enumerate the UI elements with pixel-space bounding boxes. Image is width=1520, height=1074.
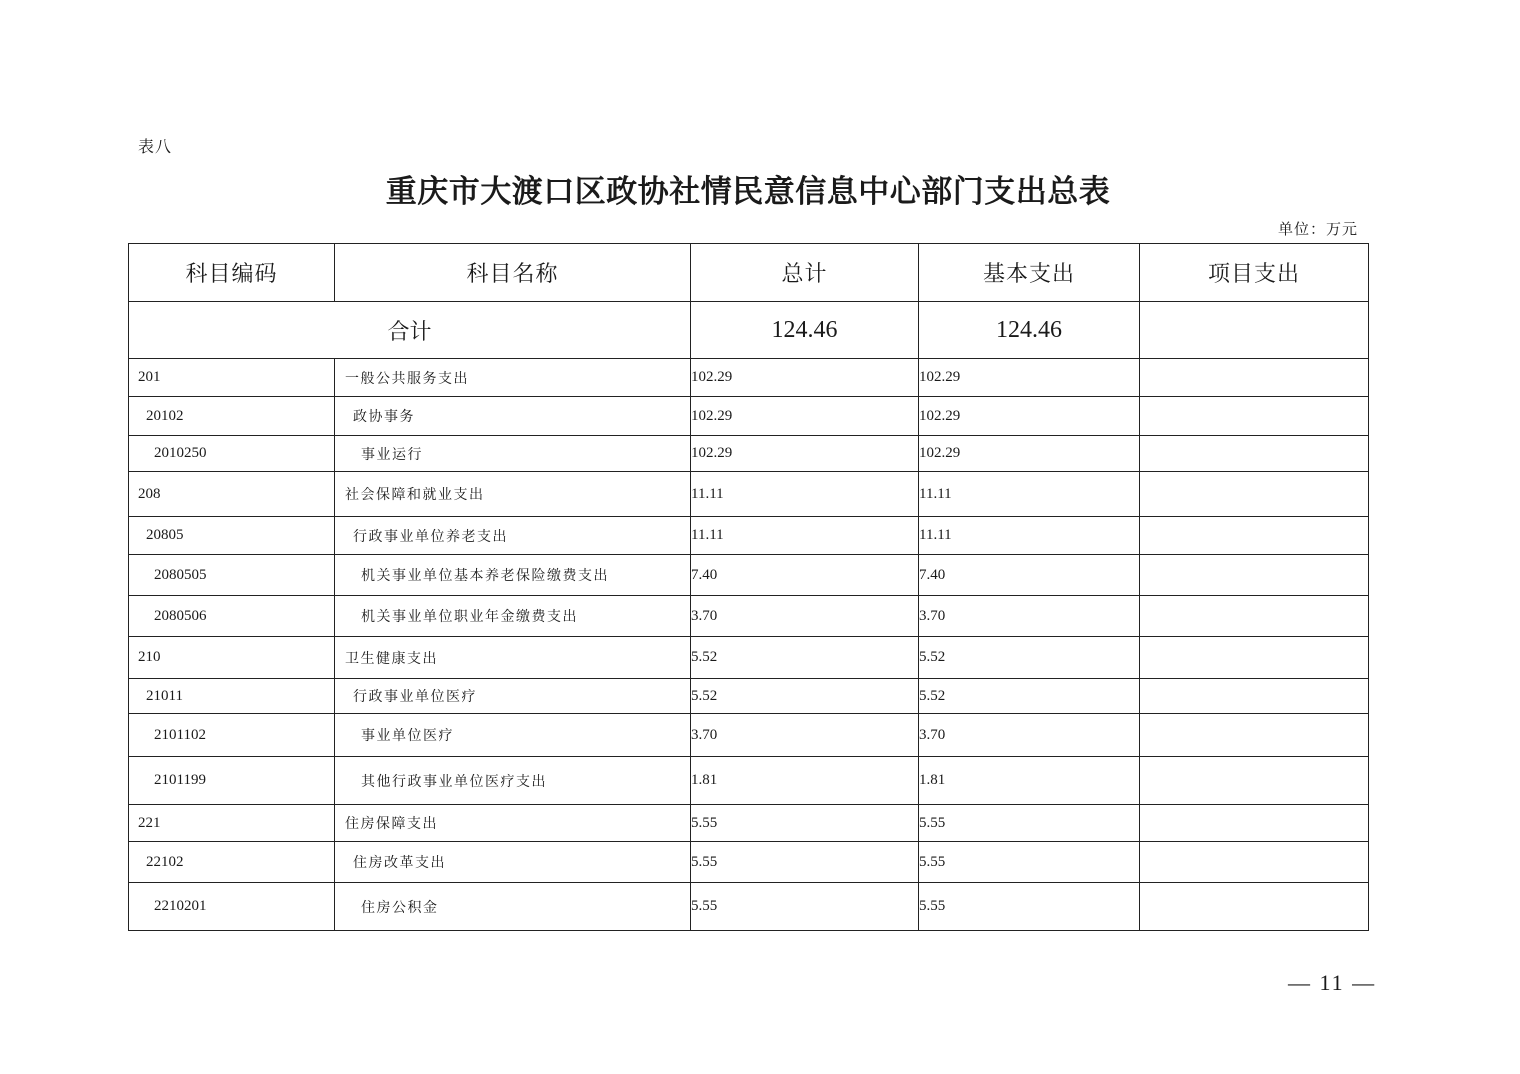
row-basic: 1.81 <box>919 757 1140 805</box>
row-project <box>1140 842 1369 883</box>
row-name: 一般公共服务支出 <box>335 359 691 397</box>
row-name: 事业运行 <box>335 436 691 472</box>
row-basic: 5.55 <box>919 805 1140 842</box>
row-basic: 5.52 <box>919 679 1140 714</box>
row-project <box>1140 517 1369 555</box>
row-project <box>1140 757 1369 805</box>
row-basic: 11.11 <box>919 472 1140 517</box>
row-code: 2101199 <box>129 757 335 805</box>
row-code: 2101102 <box>129 714 335 757</box>
row-total: 1.81 <box>691 757 919 805</box>
row-name: 住房保障支出 <box>335 805 691 842</box>
table-row <box>129 757 1369 805</box>
row-code: 22102 <box>129 842 335 883</box>
table-row <box>129 472 1369 517</box>
row-project <box>1140 436 1369 472</box>
total-row <box>129 302 1369 359</box>
header-total: 总计 <box>691 244 919 302</box>
row-name: 社会保障和就业支出 <box>335 472 691 517</box>
table-row <box>129 436 1369 472</box>
total-project <box>1140 302 1369 359</box>
header-basic: 基本支出 <box>919 244 1140 302</box>
row-total: 3.70 <box>691 714 919 757</box>
row-code: 20102 <box>129 397 335 436</box>
row-project <box>1140 679 1369 714</box>
document-title: 重庆市大渡口区政协社情民意信息中心部门支出总表 <box>385 174 1111 210</box>
row-total: 5.52 <box>691 637 919 679</box>
row-project <box>1140 397 1369 436</box>
row-total: 7.40 <box>691 555 919 596</box>
row-total: 102.29 <box>691 436 919 472</box>
row-code: 208 <box>129 472 335 517</box>
row-project <box>1140 596 1369 637</box>
row-code: 2210201 <box>129 883 335 931</box>
page-number: — 11 — <box>1288 970 1377 995</box>
table-row <box>129 637 1369 679</box>
row-name: 政协事务 <box>335 397 691 436</box>
table-row <box>129 679 1369 714</box>
table-row <box>129 517 1369 555</box>
row-project <box>1140 883 1369 931</box>
row-code: 2010250 <box>129 436 335 472</box>
table-row <box>129 555 1369 596</box>
row-basic: 5.55 <box>919 842 1140 883</box>
header-code: 科目编码 <box>129 244 335 302</box>
row-total: 102.29 <box>691 359 919 397</box>
row-basic: 5.52 <box>919 637 1140 679</box>
row-code: 201 <box>129 359 335 397</box>
row-name: 机关事业单位职业年金缴费支出 <box>335 596 691 637</box>
row-basic: 5.55 <box>919 883 1140 931</box>
row-total: 102.29 <box>691 397 919 436</box>
table-label: 表八 <box>138 137 173 156</box>
row-name: 住房改革支出 <box>335 842 691 883</box>
row-basic: 11.11 <box>919 517 1140 555</box>
row-total: 11.11 <box>691 517 919 555</box>
header-name: 科目名称 <box>335 244 691 302</box>
row-project <box>1140 472 1369 517</box>
row-total: 5.52 <box>691 679 919 714</box>
row-basic: 102.29 <box>919 359 1140 397</box>
row-basic: 102.29 <box>919 397 1140 436</box>
total-basic: 124.46 <box>919 302 1140 359</box>
expenditure-table <box>128 243 1369 931</box>
row-code: 2080505 <box>129 555 335 596</box>
row-project <box>1140 637 1369 679</box>
row-basic: 7.40 <box>919 555 1140 596</box>
row-total: 5.55 <box>691 805 919 842</box>
row-basic: 3.70 <box>919 714 1140 757</box>
row-project <box>1140 714 1369 757</box>
row-basic: 3.70 <box>919 596 1140 637</box>
row-code: 20805 <box>129 517 335 555</box>
table-row <box>129 397 1369 436</box>
row-name: 机关事业单位基本养老保险缴费支出 <box>335 555 691 596</box>
header-project: 项目支出 <box>1140 244 1369 302</box>
row-total: 3.70 <box>691 596 919 637</box>
row-name: 事业单位医疗 <box>335 714 691 757</box>
row-code: 221 <box>129 805 335 842</box>
unit-note: 单位：万元 <box>1277 220 1358 238</box>
row-project <box>1140 805 1369 842</box>
row-name: 卫生健康支出 <box>335 637 691 679</box>
row-total: 5.55 <box>691 883 919 931</box>
row-code: 21011 <box>129 679 335 714</box>
row-name: 住房公积金 <box>335 883 691 931</box>
row-project <box>1140 555 1369 596</box>
row-basic: 102.29 <box>919 436 1140 472</box>
row-code: 2080506 <box>129 596 335 637</box>
row-name: 行政事业单位医疗 <box>335 679 691 714</box>
table-row <box>129 596 1369 637</box>
table-row <box>129 805 1369 842</box>
row-name: 行政事业单位养老支出 <box>335 517 691 555</box>
table-row <box>129 359 1369 397</box>
table-row <box>129 714 1369 757</box>
row-project <box>1140 359 1369 397</box>
row-name: 其他行政事业单位医疗支出 <box>335 757 691 805</box>
row-total: 5.55 <box>691 842 919 883</box>
total-sum: 124.46 <box>691 302 919 359</box>
row-code: 210 <box>129 637 335 679</box>
header-row <box>129 244 1369 302</box>
table-row <box>129 842 1369 883</box>
table-row <box>129 883 1369 931</box>
row-total: 11.11 <box>691 472 919 517</box>
total-label: 合计 <box>129 302 691 359</box>
